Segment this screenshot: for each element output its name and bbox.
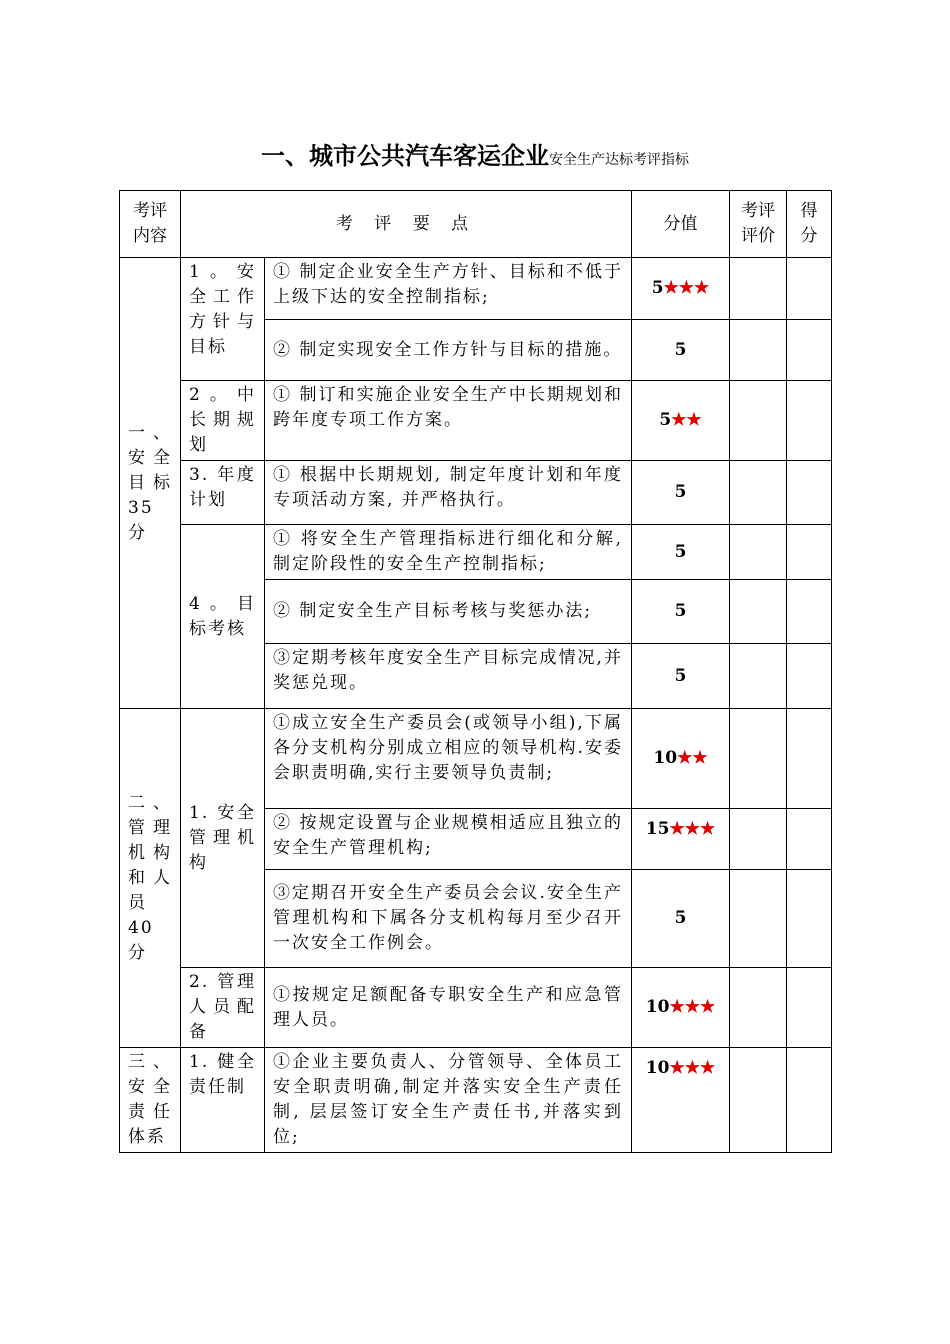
category-cell: 一、安全目标35分	[120, 258, 181, 709]
table-row	[120, 258, 832, 320]
category-cell: 三、安全责任体系	[120, 1048, 181, 1153]
star-icon: ★★	[671, 410, 702, 430]
table-row	[120, 1048, 832, 1153]
evaluation-cell	[730, 320, 787, 381]
star-icon: ★★★	[663, 278, 710, 298]
point-cell: ①成立安全生产委员会(或领导小组),下属各分支机构分别成立相应的领导机构.安委会职责明确,实行主要领导负责制;	[265, 709, 632, 809]
page-title	[0, 136, 950, 171]
header-score: 分值	[632, 191, 730, 258]
score-cell: 5	[632, 644, 730, 709]
point-cell: ② 制定实现安全工作方针与目标的措施。	[265, 320, 632, 381]
star-icon: ★★	[677, 748, 708, 768]
star-icon: ★★★	[669, 1058, 716, 1078]
subcategory-cell: 1. 健全责任制	[181, 1048, 265, 1153]
gain-cell	[787, 381, 832, 461]
header-points: 考 评 要 点	[181, 191, 632, 258]
evaluation-cell	[730, 461, 787, 525]
gain-cell	[787, 709, 832, 809]
subcategory-cell: 1。安全工作方针与目标	[181, 258, 265, 381]
evaluation-cell	[730, 258, 787, 320]
gain-cell	[787, 320, 832, 381]
evaluation-cell	[730, 644, 787, 709]
point-cell: ③定期召开安全生产委员会会议.安全生产管理机构和下属各分支机构每月至少召开一次安全工作例会。	[265, 870, 632, 968]
category-cell: 二、管理机构和人员40分	[120, 709, 181, 1048]
table-row	[120, 709, 832, 809]
evaluation-cell	[730, 968, 787, 1048]
evaluation-cell	[730, 809, 787, 870]
gain-cell	[787, 525, 832, 580]
point-cell: ① 制订和实施企业安全生产中长期规划和跨年度专项工作方案。	[265, 381, 632, 461]
score-cell: 5	[632, 580, 730, 644]
score-cell: 5★★	[632, 381, 730, 461]
score-cell: 10★★	[632, 709, 730, 809]
evaluation-cell	[730, 709, 787, 809]
gain-cell	[787, 870, 832, 968]
evaluation-cell	[730, 525, 787, 580]
point-cell: ② 按规定设置与企业规模相适应且独立的安全生产管理机构;	[265, 809, 632, 870]
score-cell: 5	[632, 870, 730, 968]
star-icon: ★★★	[669, 997, 716, 1017]
point-cell: ①按规定足额配备专职安全生产和应急管理人员。	[265, 968, 632, 1048]
score-cell: 5	[632, 461, 730, 525]
subcategory-cell: 1. 安全管理机构	[181, 709, 265, 968]
header-gain: 得 分	[787, 191, 832, 258]
score-cell: 5	[632, 525, 730, 580]
subcategory-cell: 2。中长期规划	[181, 381, 265, 461]
subcategory-cell: 4。目标考核	[181, 525, 265, 709]
subcategory-cell: 3. 年度计划	[181, 461, 265, 525]
table-header-row	[120, 191, 832, 258]
evaluation-cell	[730, 870, 787, 968]
title-main: 一、城市公共汽车客运企业	[261, 142, 549, 170]
table-row	[120, 968, 832, 1048]
point-cell: ① 根据中长期规划, 制定年度计划和年度专项活动方案, 并严格执行。	[265, 461, 632, 525]
table-row	[120, 381, 832, 461]
gain-cell	[787, 644, 832, 709]
score-cell: 5★★★	[632, 258, 730, 320]
gain-cell	[787, 1048, 832, 1153]
table-row	[120, 461, 832, 525]
gain-cell	[787, 258, 832, 320]
header-evaluation: 考评 评价	[730, 191, 787, 258]
evaluation-cell	[730, 1048, 787, 1153]
score-cell: 5	[632, 320, 730, 381]
point-cell: ① 制定企业安全生产方针、目标和不低于上级下达的安全控制指标;	[265, 258, 632, 320]
score-cell: 10★★★	[632, 968, 730, 1048]
score-cell: 10★★★	[632, 1048, 730, 1153]
header-content: 考评 内容	[120, 191, 181, 258]
table-row	[120, 525, 832, 580]
evaluation-table	[119, 190, 832, 1153]
star-icon: ★★★	[669, 819, 716, 839]
point-cell: ① 将安全生产管理指标进行细化和分解,制定阶段性的安全生产控制指标;	[265, 525, 632, 580]
evaluation-cell	[730, 580, 787, 644]
gain-cell	[787, 809, 832, 870]
gain-cell	[787, 968, 832, 1048]
gain-cell	[787, 461, 832, 525]
score-cell: 15★★★	[632, 809, 730, 870]
evaluation-cell	[730, 381, 787, 461]
point-cell: ①企业主要负责人、分管领导、全体员工安全职责明确,制定并落实安全生产责任制, 层层签订安全生产责任书,并落实到位;	[265, 1048, 632, 1153]
point-cell: ③定期考核年度安全生产目标完成情况,并奖惩兑现。	[265, 644, 632, 709]
point-cell: ② 制定安全生产目标考核与奖惩办法;	[265, 580, 632, 644]
subcategory-cell: 2. 管理人员配备	[181, 968, 265, 1048]
gain-cell	[787, 580, 832, 644]
title-sub: 安全生产达标考评指标	[549, 152, 689, 168]
